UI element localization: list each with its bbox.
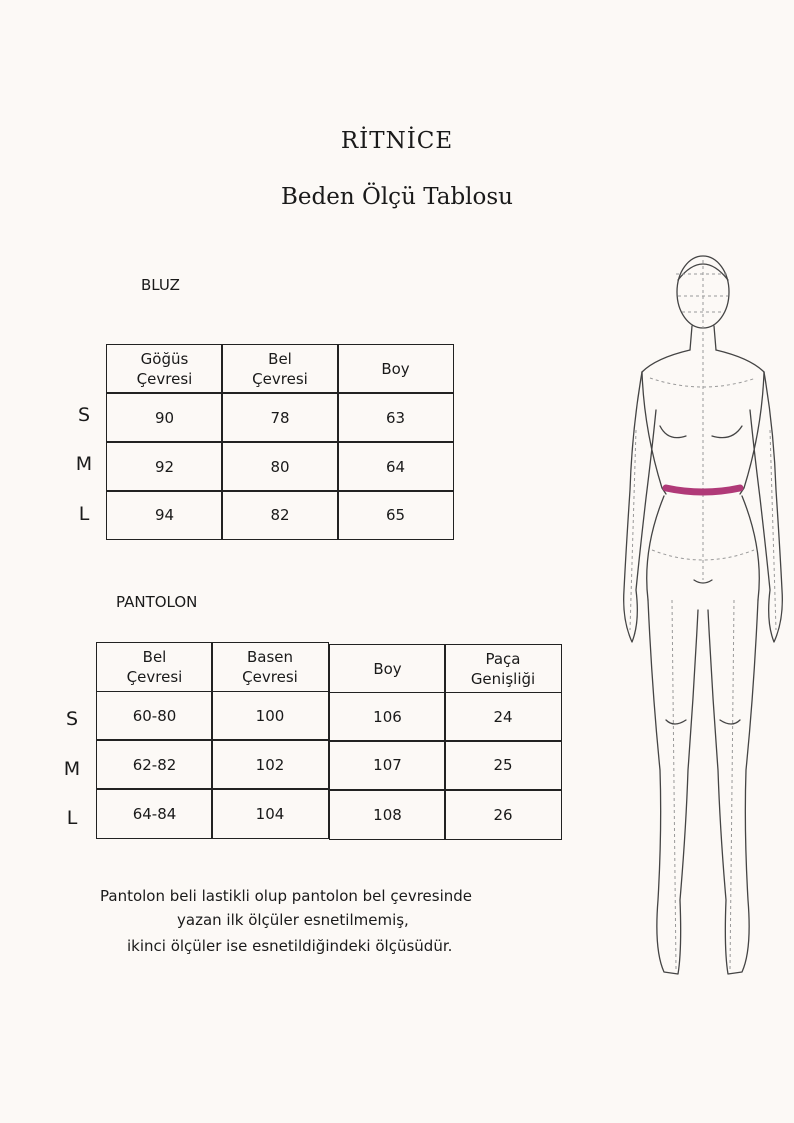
header-line: Çevresi <box>242 668 298 686</box>
pantolon-cell: 102 <box>211 739 329 790</box>
knees-outline <box>666 720 740 724</box>
bluz-cell: 78 <box>221 392 339 443</box>
header-line: Çevresi <box>126 668 183 686</box>
page-title: Beden Ölçü Tablosu <box>281 184 513 210</box>
pantolon-size-label: S <box>65 708 79 730</box>
pantolon-cell: 62-82 <box>96 739 213 790</box>
chest-outline <box>660 426 742 438</box>
bluz-cell: 65 <box>337 490 454 540</box>
header-line: Paça <box>485 649 521 668</box>
bluz-header-cell <box>106 344 223 394</box>
pantolon-header-cell <box>211 642 329 692</box>
brand-name: RİTNİCE <box>340 128 454 154</box>
left-arm-outline <box>624 372 656 642</box>
pantolon-cell: 106 <box>329 692 446 742</box>
pantolon-section-label: PANTOLON <box>116 593 198 611</box>
pantolon-cell: 24 <box>444 692 562 742</box>
header-line: Çevresi <box>252 370 308 388</box>
pantolon-cell: 104 <box>211 788 329 839</box>
waist-measure-band <box>666 488 740 492</box>
bluz-size-label: S <box>77 404 91 426</box>
bluz-cell: 92 <box>106 441 223 492</box>
pantolon-header-cell <box>444 644 562 693</box>
bluz-section-label: BLUZ <box>141 276 180 294</box>
header-line: Çevresi <box>136 370 193 388</box>
bluz-header-cell <box>337 344 454 394</box>
pantolon-cell: 107 <box>329 740 446 790</box>
bluz-cell: 90 <box>106 392 223 443</box>
bluz-size-label: L <box>78 503 90 525</box>
pantolon-header-cell <box>96 642 213 692</box>
pantolon-cell: 60-80 <box>96 691 213 741</box>
header-line: Basen <box>246 648 294 666</box>
pantolon-size-label: M <box>63 758 81 780</box>
bluz-cell: 94 <box>106 490 223 540</box>
leg-guide-lines <box>672 600 734 970</box>
pantolon-cell: 26 <box>444 790 562 840</box>
bluz-cell: 64 <box>337 441 454 492</box>
bluz-cell: 82 <box>221 490 339 540</box>
right-arm-outline <box>750 372 782 642</box>
pantolon-cell: 25 <box>444 740 562 790</box>
pantolon-cell: 108 <box>329 790 446 840</box>
fashion-croquis-figure-icon <box>606 250 786 990</box>
note-line: Pantolon beli lastikli olup pantolon bel çevresinde <box>100 887 472 905</box>
bluz-cell: 80 <box>221 441 339 492</box>
header-line: Boy <box>381 360 410 378</box>
note-line: ikinci ölçüler ise esnetildiğindeki ölçüsüdür. <box>127 937 453 955</box>
pantolon-size-label: L <box>66 807 78 829</box>
note-line: yazan ilk ölçüler esnetilmemiş, <box>177 911 409 929</box>
pantolon-cell: 100 <box>211 691 329 741</box>
header-line: Boy <box>373 659 402 678</box>
bluz-size-label: M <box>75 453 93 475</box>
header-line: Bel <box>268 350 292 368</box>
pantolon-header-cell <box>329 644 446 693</box>
bluz-cell: 63 <box>337 392 454 443</box>
crotch-outline <box>694 580 712 583</box>
header-line: Bel <box>142 648 167 666</box>
pantolon-cell: 64-84 <box>96 788 213 839</box>
header-line: Göğüs <box>140 350 189 368</box>
header-line: Genişliği <box>470 669 536 688</box>
bluz-header-cell <box>221 344 339 394</box>
